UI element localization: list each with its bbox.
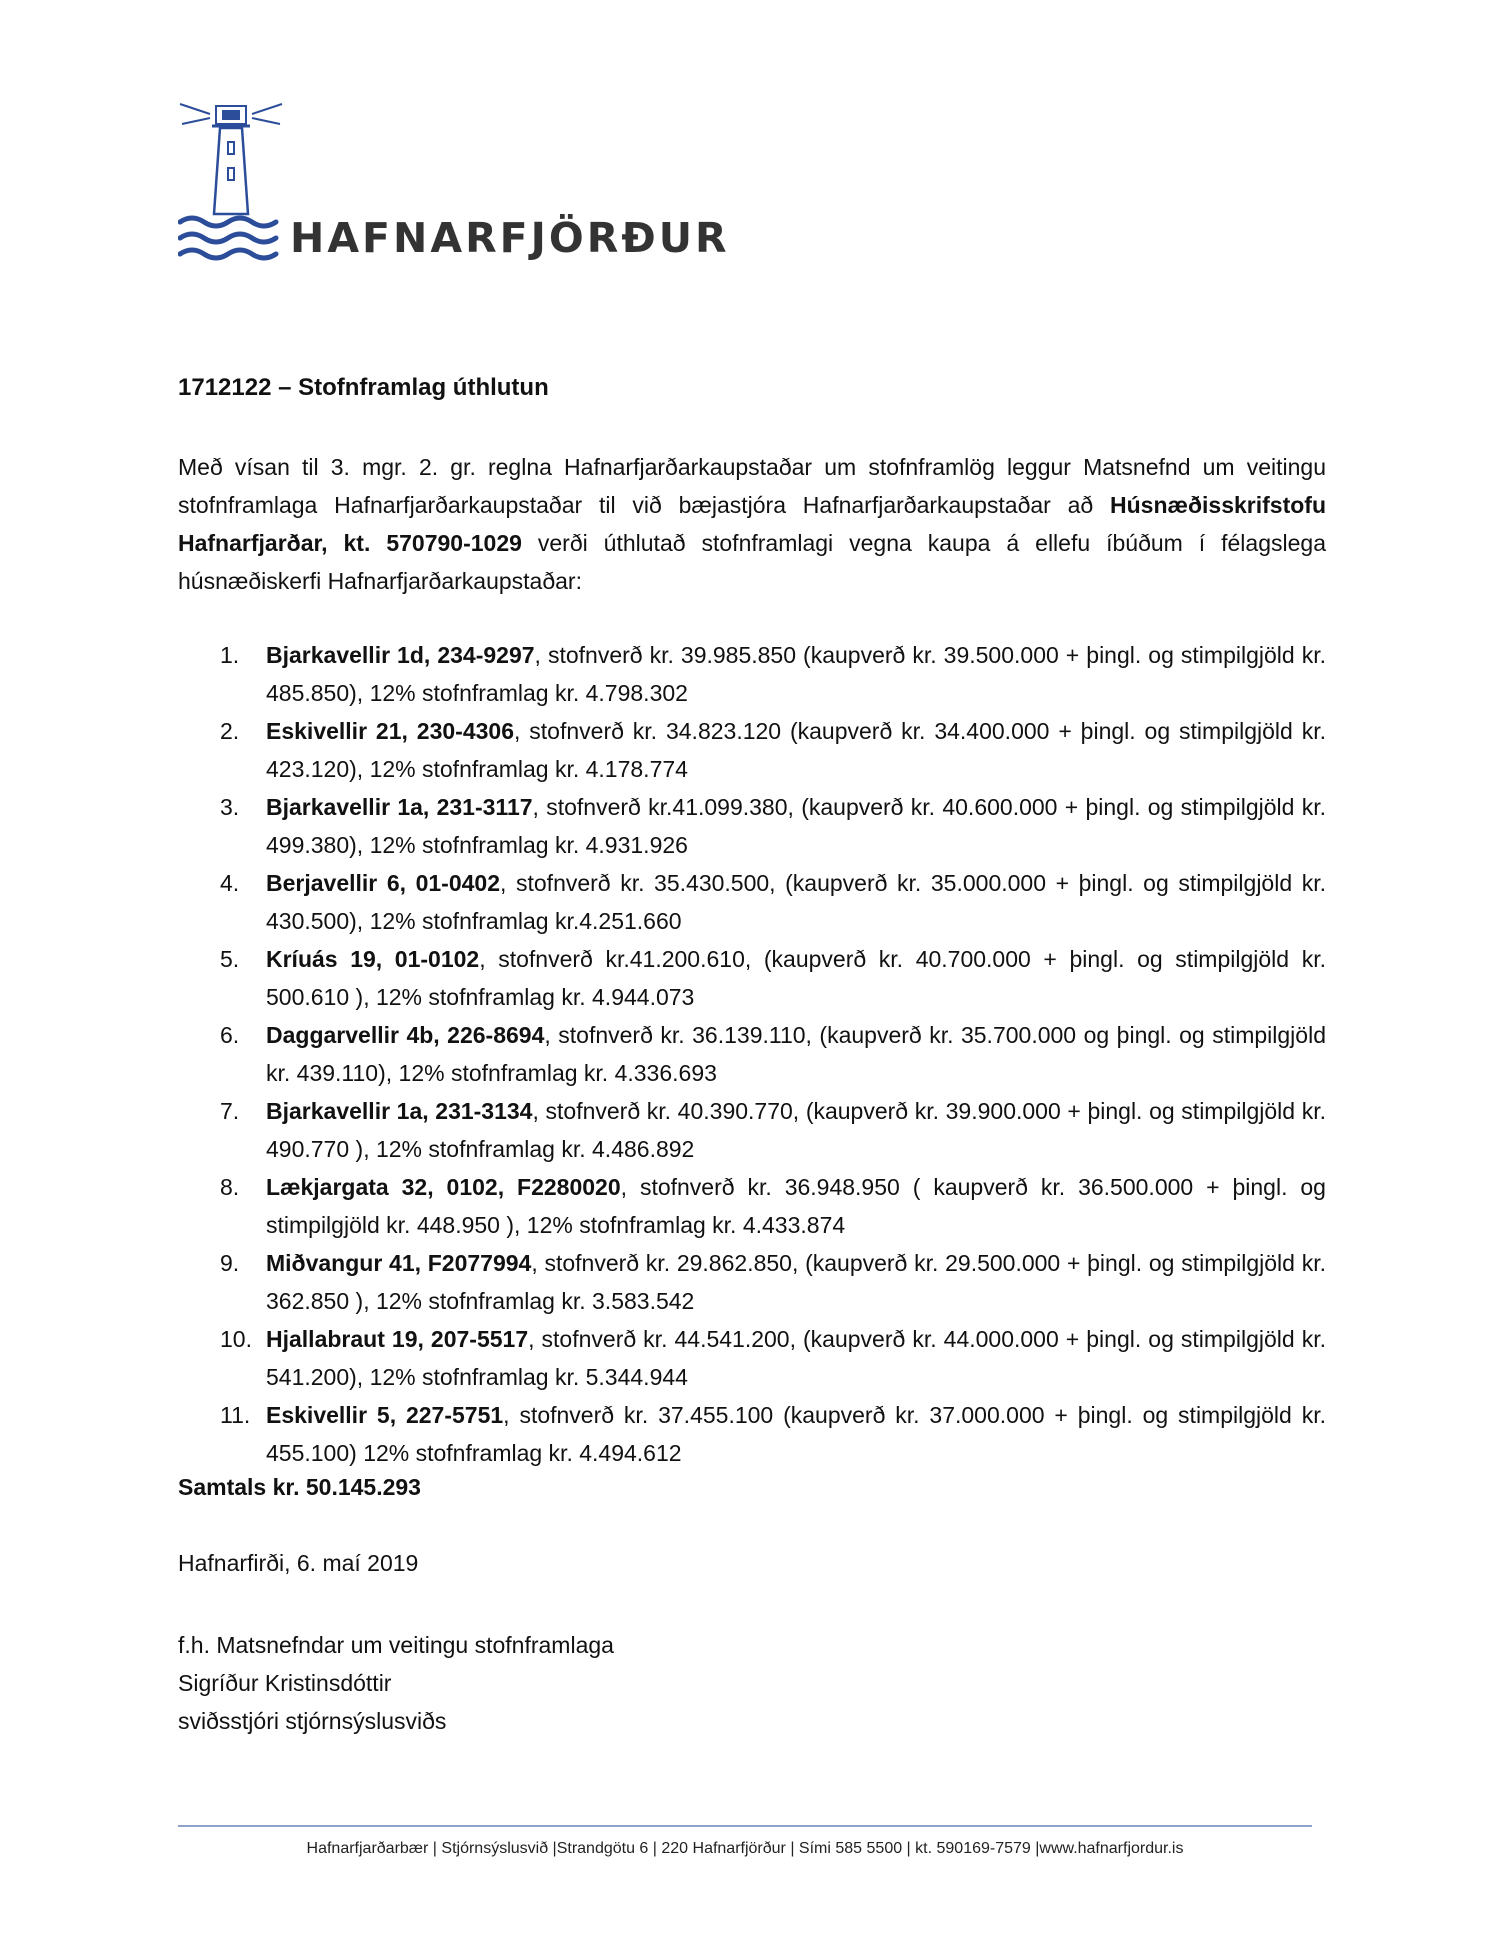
intro-text-2: verði úthlutað stofnframlagi vegna kaupa á ellefu íbúðum í félagslega húsnæðiskerfi Hafnarfjarðarkaupstaðar:: [178, 530, 1326, 594]
signature-block: [178, 1626, 614, 1740]
list-item-number: 2.: [220, 718, 240, 744]
logo: [178, 96, 730, 266]
list-item-text: , stofnverð kr. 36.139.110, (kaupverð kr. 35.700.000 og þingl. og stimpilgjöld kr. 439.110), 12% stofnframlag kr. 4.336.693: [266, 1022, 1326, 1086]
list-item-number: 9.: [220, 1250, 240, 1276]
list-item: [178, 1320, 1326, 1396]
list-item-text: , stofnverð kr. 29.862.850, (kaupverð kr. 29.500.000 + þingl. og stimpilgjöld kr. 362.850 ), 12% stofnframlag kr. 3.583.542: [266, 1250, 1326, 1314]
list-item-property: Bjarkavellir 1a, 231-3117: [266, 794, 533, 820]
list-item-text: , stofnverð kr. 40.390.770, (kaupverð kr. 39.900.000 + þingl. og stimpilgjöld kr. 490.770 ), 12% stofnframlag kr. 4.486.892: [266, 1098, 1326, 1162]
list-item: [178, 940, 1326, 1016]
list-item-property: Eskivellir 21, 230-4306: [266, 718, 514, 744]
list-item: [178, 1396, 1326, 1472]
list-item-property: Hjallabraut 19, 207-5517: [266, 1326, 529, 1352]
list-item-text: , stofnverð kr. 34.823.120 (kaupverð kr. 34.400.000 + þingl. og stimpilgjöld kr. 423.120), 12% stofnframlag kr. 4.178.774: [266, 718, 1326, 782]
intro-recipient: Húsnæðisskrifstofu Hafnarfjarðar, kt. 570790-1029: [178, 492, 1326, 556]
list-item: [178, 864, 1326, 940]
list-item: [178, 636, 1326, 712]
total-amount: Samtals kr. 50.145.293: [178, 1474, 421, 1500]
list-item-number: 7.: [220, 1098, 240, 1124]
list-item-property: Bjarkavellir 1d, 234-9297: [266, 642, 535, 668]
list-item-text: , stofnverð kr. 39.985.850 (kaupverð kr. 39.500.000 + þingl. og stimpilgjöld kr. 485.850), 12% stofnframlag kr. 4.798.302: [266, 642, 1326, 706]
list-item-number: 5.: [220, 946, 240, 972]
signature-name: Sigríður Kristinsdóttir: [178, 1670, 392, 1696]
list-item: [178, 788, 1326, 864]
list-item-number: 10.: [220, 1326, 252, 1352]
list-item-text: , stofnverð kr. 37.455.100 (kaupverð kr. 37.000.000 + þingl. og stimpilgjöld kr. 455.100) 12% stofnframlag kr. 4.494.612: [266, 1402, 1326, 1466]
footer-contact: Hafnarfjarðarbær | Stjórnsýslusvið |Strandgötu 6 | 220 Hafnarfjörður | Sími 585 5500 | kt. 590169-7579 |www.hafnarfjordur.is: [306, 1840, 1184, 1857]
intro-paragraph: [178, 448, 1326, 600]
list-item-number: 8.: [220, 1174, 240, 1200]
list-item-property: Daggarvellir 4b, 226-8694: [266, 1022, 545, 1048]
list-item-text: , stofnverð kr. 35.430.500, (kaupverð kr. 35.000.000 + þingl. og stimpilgjöld kr. 430.500), 12% stofnframlag kr.4.251.660: [266, 870, 1326, 934]
list-item-number: 11.: [220, 1402, 251, 1428]
list-item: [178, 712, 1326, 788]
document-title: 1712122 – Stofnframlag úthlutun: [178, 374, 549, 401]
list-item-number: 3.: [220, 794, 240, 820]
list-item: [178, 1168, 1326, 1244]
place-date: Hafnarfirði, 6. maí 2019: [178, 1550, 419, 1576]
list-item-text: , stofnverð kr. 36.948.950 ( kaupverð kr. 36.500.000 + þingl. og stimpilgjöld kr. 448.950 ), 12% stofnframlag kr. 4.433.874: [266, 1174, 1326, 1238]
list-item-number: 1.: [220, 642, 240, 668]
intro-text-1: Með vísan til 3. mgr. 2. gr. reglna Hafnarfjarðarkaupstaðar um stofnframlög leggur Matsnefnd um veitingu stofnframlaga Hafnarfjarðarkaupstaðar til við bæjastjóra Hafnarfjarðarkaupstaðar að: [178, 454, 1326, 518]
list-item-property: Berjavellir 6, 01-0402: [266, 870, 501, 896]
list-item: [178, 1016, 1326, 1092]
list-item: [178, 1244, 1326, 1320]
lighthouse-icon: [178, 96, 288, 266]
list-item-property: Miðvangur 41, F2077994: [266, 1250, 532, 1276]
footer-divider: [178, 1825, 1312, 1827]
signature-title: sviðsstjóri stjórnsýslusviðs: [178, 1708, 447, 1734]
list-item-text: , stofnverð kr.41.200.610, (kaupverð kr. 40.700.000 + þingl. og stimpilgjöld kr. 500.610 ), 12% stofnframlag kr. 4.944.073: [266, 946, 1326, 1010]
list-item-property: Bjarkavellir 1a, 231-3134: [266, 1098, 533, 1124]
list-item: [178, 1092, 1326, 1168]
list-item-number: 4.: [220, 870, 240, 896]
list-item-property: Kríuás 19, 01-0102: [266, 946, 480, 972]
list-item-number: 6.: [220, 1022, 240, 1048]
list-item-text: , stofnverð kr.41.099.380, (kaupverð kr. 40.600.000 + þingl. og stimpilgjöld kr. 499.380), 12% stofnframlag kr. 4.931.926: [266, 794, 1326, 858]
list-item-text: , stofnverð kr. 44.541.200, (kaupverð kr. 44.000.000 + þingl. og stimpilgjöld kr. 541.200), 12% stofnframlag kr. 5.344.944: [266, 1326, 1326, 1390]
signature-on-behalf: f.h. Matsnefndar um veitingu stofnframlaga: [178, 1632, 614, 1658]
property-list: [178, 636, 1326, 1472]
list-item-property: Eskivellir 5, 227-5751: [266, 1402, 504, 1428]
list-item-property: Lækjargata 32, 0102, F2280020: [266, 1174, 621, 1200]
logo-wordmark: HAFNARFJÖRÐUR: [290, 214, 730, 262]
